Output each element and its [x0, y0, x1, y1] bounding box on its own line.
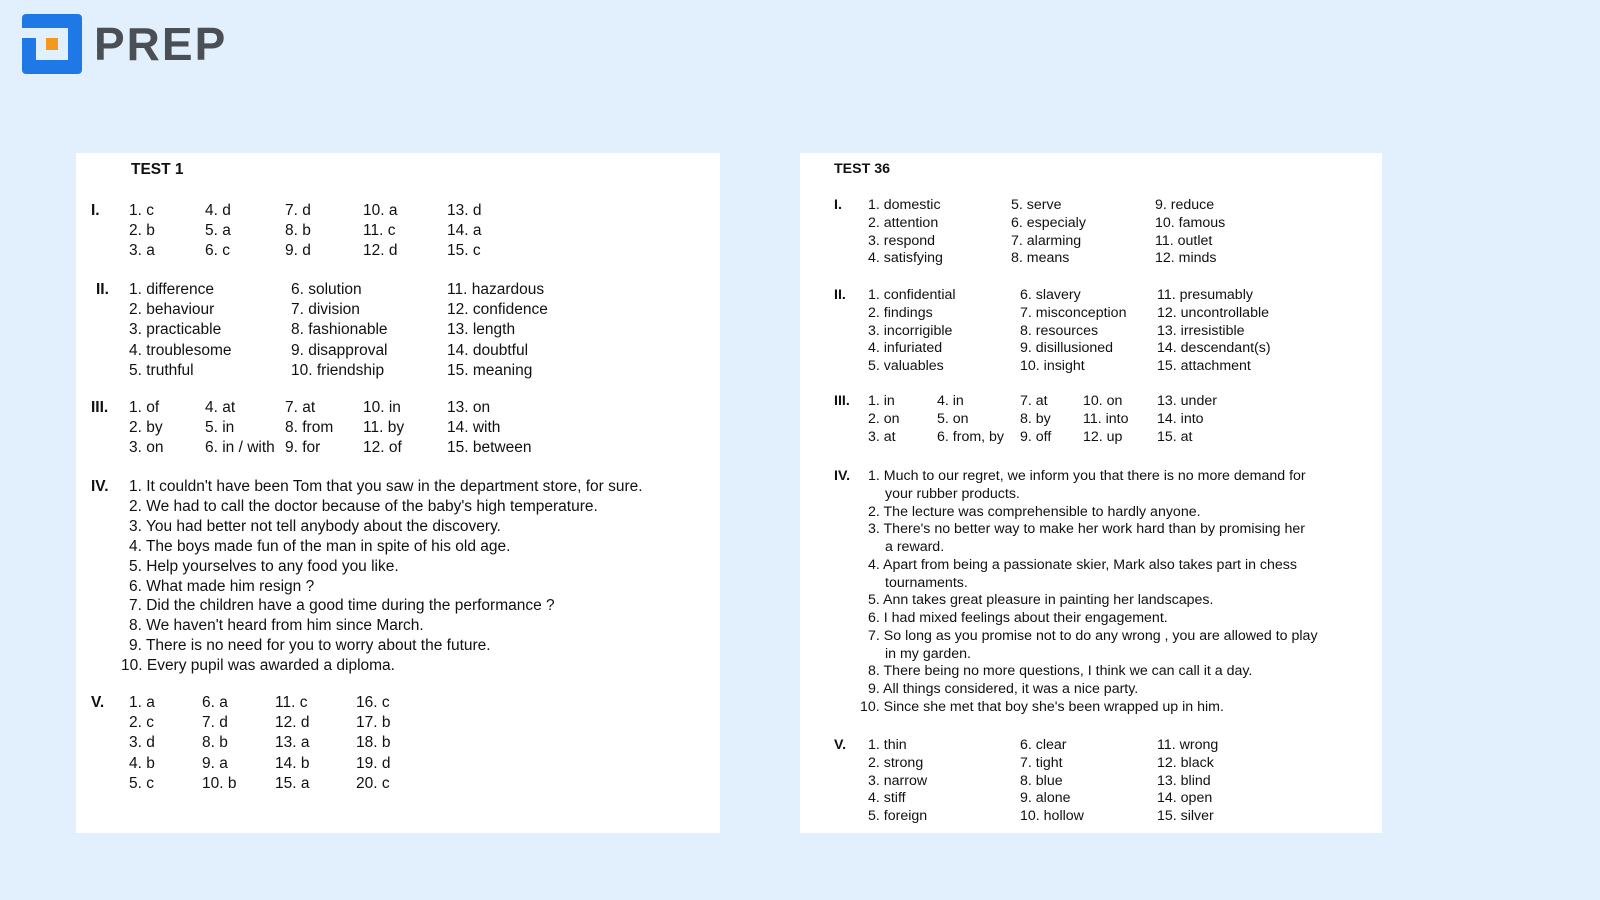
answer-item: 4. d [205, 202, 231, 219]
answer-sentence: a reward. [885, 539, 945, 555]
answer-item: 8. from [285, 419, 334, 437]
answer-item: 5. truthful [129, 361, 194, 379]
answer-sentence: 4. Apart from being a passionate skier, Mark also takes part in chess [868, 556, 1297, 573]
answer-item: 1. of [129, 399, 160, 416]
answer-item: 9. for [285, 439, 321, 457]
answer-item: 4. satisfying [868, 250, 943, 267]
answer-item: 4. troublesome [129, 341, 232, 359]
answer-item: 11. wrong [1157, 737, 1219, 753]
answer-item: 3. d [129, 734, 155, 752]
answer-item: 12. minds [1155, 250, 1217, 267]
answer-sentence: 8. There being no more questions, I think we can call it a day. [868, 663, 1253, 680]
answer-item: 9. off [1020, 428, 1052, 445]
answer-item: 13. a [275, 734, 310, 752]
answer-item: 11. outlet [1155, 232, 1213, 249]
answer-item: 4. infuriated [868, 340, 943, 357]
answer-item: 1. a [129, 694, 155, 711]
answer-sentence: 10. Since she met that boy she's been wrapped up in him. [860, 698, 1224, 715]
prep-logo[interactable] [22, 14, 227, 74]
answer-item: 9. reduce [1155, 197, 1215, 213]
answer-item: 6. clear [1020, 737, 1067, 753]
answer-sentence: 3. You had better not tell anybody about the discovery. [129, 517, 501, 535]
answer-item: 7. misconception [1020, 304, 1127, 321]
answer-item: 3. a [129, 242, 155, 260]
answer-item: 8. b [202, 734, 228, 752]
answer-item: 14. with [447, 419, 501, 437]
answer-item: 1. domestic [868, 197, 941, 213]
answer-item: 5. in [205, 419, 235, 437]
answer-item: 10. a [363, 202, 398, 219]
answer-item: 14. into [1157, 410, 1204, 427]
answer-sentence: tournaments. [885, 574, 968, 591]
answer-sentence: 4. The boys made fun of the man in spite of his old age. [129, 537, 511, 555]
answer-item: 10. friendship [291, 361, 385, 379]
answer-item: 1. in [868, 393, 895, 409]
answer-item: 9. a [202, 754, 228, 772]
answer-sentence: your rubber products. [885, 485, 1020, 502]
answer-item: 3. on [129, 439, 164, 457]
answer-item: 7. division [291, 301, 360, 319]
answer-sentence: in my garden. [885, 645, 971, 662]
answer-item: 4. in [937, 393, 964, 409]
answer-item: 7. tight [1020, 754, 1063, 771]
answer-sentence: 7. So long as you promise not to do any wrong , you are allowed to play [868, 627, 1318, 644]
answer-item: 11. hazardous [447, 281, 545, 298]
answer-sentence: 6. What made him resign ? [129, 577, 315, 595]
test-title: TEST 1 [131, 161, 184, 178]
answer-item: 7. at [1020, 393, 1048, 409]
answer-item: 15. silver [1157, 808, 1214, 825]
answer-item: 9. disillusioned [1020, 340, 1114, 357]
answer-item: 12. d [275, 714, 310, 732]
answer-item: 15. c [447, 242, 481, 260]
answer-item: 5. on [937, 410, 969, 427]
answer-item: 1. confidential [868, 287, 956, 303]
section-numeral: I. [91, 202, 100, 219]
answer-item: 14. b [275, 754, 310, 772]
answer-item: 4. stiff [868, 790, 906, 807]
answer-item: 12. black [1157, 754, 1214, 771]
answer-item: 10. b [202, 774, 237, 792]
answer-sentence: 1. It couldn't have been Tom that you saw in the department store, for sure. [129, 478, 643, 495]
answer-item: 2. on [868, 410, 900, 427]
answer-item: 11. presumably [1157, 287, 1253, 303]
answer-item: 14. descendant(s) [1157, 340, 1271, 357]
answer-item: 7. at [285, 399, 316, 416]
answer-item: 2. findings [868, 304, 933, 321]
answer-item: 4. b [129, 754, 155, 772]
answer-item: 11. c [275, 694, 308, 711]
answer-sentence: 9. All things considered, it was a nice party. [868, 681, 1139, 697]
section-numeral: III. [91, 399, 109, 416]
answer-item: 8. by [1020, 410, 1051, 427]
answer-item: 15. at [1157, 428, 1193, 445]
section-numeral: I. [834, 197, 842, 213]
answer-item: 12. confidence [447, 301, 548, 319]
answer-item: 2. by [129, 419, 163, 437]
answer-item: 9. disapproval [291, 341, 388, 359]
answer-item: 8. b [285, 222, 311, 240]
answer-item: 10. insight [1020, 358, 1085, 375]
answer-item: 13. on [447, 399, 491, 416]
answer-item: 3. practicable [129, 321, 222, 339]
answer-item: 2. attention [868, 214, 939, 231]
answer-sentence: 5. Ann takes great pleasure in painting her landscapes. [868, 592, 1214, 609]
section-numeral: III. [834, 393, 850, 409]
answer-sheet-test-1 [76, 153, 720, 833]
answer-item: 13. length [447, 321, 516, 339]
section-numeral: IV. [91, 478, 109, 495]
answer-item: 16. c [356, 694, 390, 711]
answer-item: 10. hollow [1020, 808, 1084, 825]
answer-item: 5. a [205, 222, 231, 240]
answer-item: 6. solution [291, 281, 362, 298]
answer-item: 3. incorrigible [868, 322, 953, 339]
answer-sentence: 5. Help yourselves to any food you like. [129, 557, 399, 575]
answer-item: 1. difference [129, 281, 215, 298]
answer-item: 9. alone [1020, 790, 1071, 807]
answer-item: 7. d [285, 202, 311, 219]
answer-item: 12. d [363, 242, 398, 260]
answer-item: 5. serve [1011, 197, 1062, 213]
answer-sentence: 9. There is no need for you to worry about the future. [129, 637, 491, 655]
answer-item: 2. b [129, 222, 155, 240]
answer-item: 5. valuables [868, 358, 944, 375]
section-numeral: II. [834, 287, 846, 303]
answer-sentence: 1. Much to our regret, we inform you that there is no more demand for [868, 468, 1306, 484]
test-title: TEST 36 [834, 161, 890, 177]
answer-item: 3. at [868, 428, 896, 445]
answer-item: 2. c [129, 714, 154, 732]
answer-item: 6. c [205, 242, 230, 260]
answer-sentence: 2. The lecture was comprehensible to hardly anyone. [868, 503, 1201, 520]
section-numeral: V. [834, 737, 847, 753]
answer-item: 11. c [363, 222, 396, 240]
answer-item: 18. b [356, 734, 391, 752]
answer-item: 6. especialy [1011, 214, 1086, 231]
answer-item: 2. behaviour [129, 301, 215, 319]
answer-item: 14. doubtful [447, 341, 529, 359]
answer-item: 8. blue [1020, 772, 1063, 789]
answer-sentence: 7. Did the children have a good time during the performance ? [129, 597, 555, 615]
section-numeral: II. [96, 281, 109, 298]
answer-item: 11. by [363, 419, 405, 437]
answer-item: 13. under [1157, 393, 1217, 409]
answer-item: 14. a [447, 222, 482, 240]
answer-sentence: 8. We haven't heard from him since March. [129, 617, 424, 635]
answer-item: 5. foreign [868, 808, 928, 825]
answer-item: 6. in / with [205, 439, 275, 457]
answer-item: 14. open [1157, 790, 1213, 807]
answer-item: 1. c [129, 202, 154, 219]
answer-item: 13. blind [1157, 772, 1211, 789]
answer-item: 11. into [1083, 410, 1129, 427]
answer-item: 10. famous [1155, 214, 1226, 231]
answer-item: 13. irresistible [1157, 322, 1245, 339]
answer-sentence: 10. Every pupil was awarded a diploma. [121, 657, 395, 675]
answer-item: 6. from, by [937, 428, 1005, 445]
answer-item: 15. meaning [447, 361, 533, 379]
answer-item: 15. attachment [1157, 358, 1251, 375]
answer-item: 6. a [202, 694, 228, 711]
answer-item: 7. d [202, 714, 228, 732]
prep-logo-icon [22, 14, 82, 74]
answer-item: 12. up [1083, 428, 1123, 445]
answer-item: 8. fashionable [291, 321, 388, 339]
answer-item: 15. between [447, 439, 532, 457]
answer-item: 6. slavery [1020, 287, 1081, 303]
answer-item: 9. d [285, 242, 311, 260]
answer-item: 3. narrow [868, 772, 928, 789]
answer-item: 8. means [1011, 250, 1070, 267]
answer-item: 12. of [363, 439, 402, 457]
answer-item: 5. c [129, 774, 154, 792]
answer-item: 8. resources [1020, 322, 1099, 339]
answer-item: 10. on [1083, 393, 1123, 409]
answer-item: 10. in [363, 399, 401, 416]
answer-item: 1. thin [868, 737, 907, 753]
section-numeral: V. [91, 694, 105, 711]
answer-sheet-test-36 [800, 153, 1382, 833]
answer-item: 15. a [275, 774, 310, 792]
answer-sentence: 2. We had to call the doctor because of the baby's high temperature. [129, 497, 598, 515]
brand-name: PREP [94, 18, 228, 70]
answer-item: 13. d [447, 202, 482, 219]
answer-item: 17. b [356, 714, 391, 732]
answer-item: 12. uncontrollable [1157, 304, 1270, 321]
answer-item: 19. d [356, 754, 391, 772]
answer-sentence: 6. I had mixed feelings about their engagement. [868, 610, 1168, 626]
answer-item: 4. at [205, 399, 236, 416]
section-numeral: IV. [834, 468, 851, 484]
answer-item: 20. c [356, 774, 390, 792]
answer-item: 3. respond [868, 232, 936, 249]
answer-item: 2. strong [868, 754, 924, 771]
answer-item: 7. alarming [1011, 232, 1082, 249]
answer-sentence: 3. There's no better way to make her work hard than by promising her [868, 521, 1305, 538]
